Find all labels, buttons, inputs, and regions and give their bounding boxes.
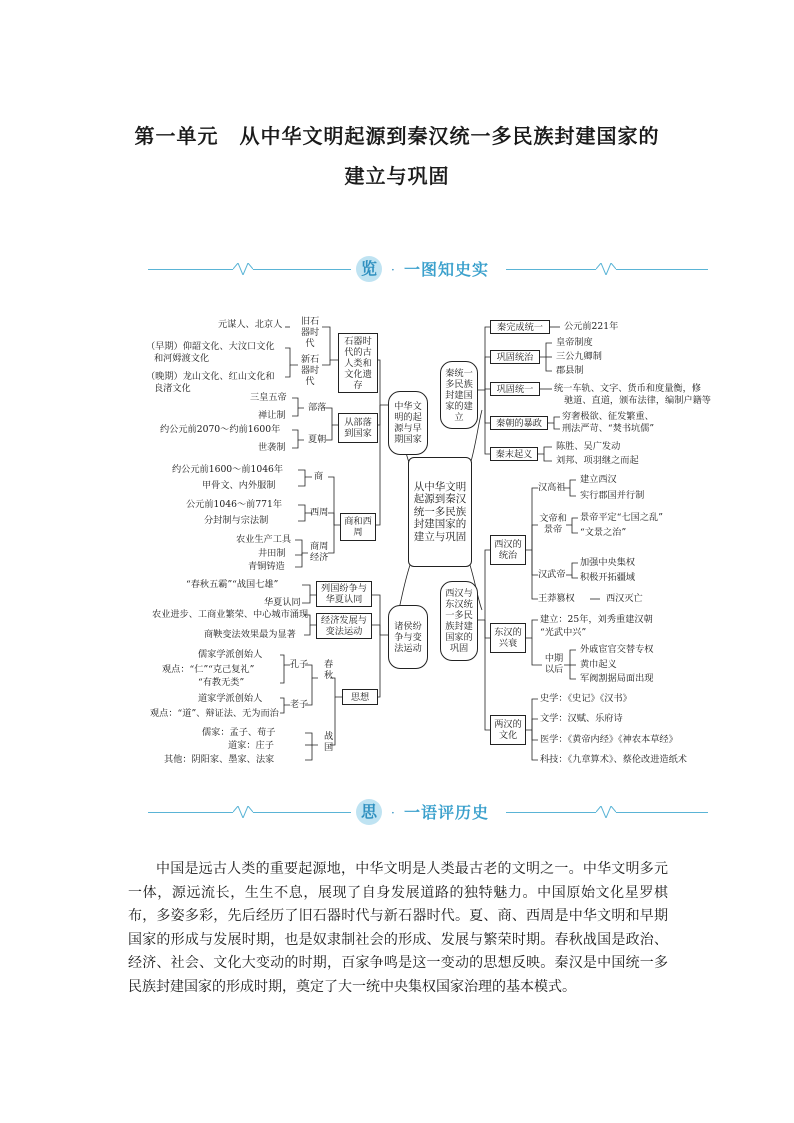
label-agri-commerce: 农业进步、工商业繁荣、中心城市涌现 [152,609,309,620]
label-late-culture-2: 良渚文化 [154,383,191,394]
label-western-zhou-date: 公元前1046～前771年 [186,499,283,510]
banner-dot: · [391,806,395,820]
node-division: 诸侯纷争与变法运动 [388,605,428,669]
label-tyranny-2: 刑法严苛、“焚书坑儒” [562,423,655,434]
label-daoist-founder: 道家学派创始人 [198,693,263,704]
page-title-line-1: 第一单元 从中华文明起源到秦汉统一多民族封建国家的 [134,124,660,148]
label-three-ducal: 三公九卿制 [556,351,602,362]
label-late-culture-1: （晚期）龙山文化、红山文化和 [146,371,275,382]
node-tribe-to-state: 从部落到国家 [338,413,378,443]
node-shang-zhou: 商和西周 [340,513,376,541]
label-wang-mang: 王莽篡权 [538,593,575,604]
label-prefecture-county: 郡县制 [556,365,584,376]
node-consolidate-unity: 巩固统一 [490,382,540,396]
label-shang-yang: 商鞅变法效果最为显著 [204,629,296,640]
label-wudi: 汉武帝 [538,569,566,580]
label-chen-sheng: 陈胜、吴广发动 [556,441,621,452]
label-other-schools: 其他：阴阳家、墨家、法家 [164,754,275,765]
node-qin-complete: 秦完成统一 [490,320,550,334]
overview-icon: 览 [356,256,382,282]
label-warring-states: 战国 [324,731,334,753]
label-yuanmou: 元谋人、北京人 [218,319,283,330]
label-wen-jing-rule: “文景之治” [580,527,627,538]
label-old-stone-age: 旧石器时代 [300,316,320,349]
node-han-culture: 两汉的文化 [490,715,526,745]
node-qin-uprising: 秦末起义 [490,447,538,461]
node-origin: 中华文明的起源与早期国家 [388,391,428,455]
label-western-han-end: 西汉灭亡 [606,593,643,604]
label-huaxia: 华夏认同 [264,597,301,608]
label-western-zhou: 西周 [310,507,329,518]
label-yellow-turban: 黄巾起义 [580,659,617,670]
label-jun-guo-system: 实行郡国并行制 [580,490,645,501]
label-historiography: 史学：《史记》《汉书》 [540,693,632,704]
label-found-western-han: 建立西汉 [580,474,617,485]
label-medicine: 医学：《黄帝内经》《神农本草经》 [540,734,678,745]
label-emperor-system: 皇帝制度 [556,337,593,348]
label-confucius-view-2: “有教无类” [198,677,245,688]
node-consolidate-rule: 巩固统治 [490,350,540,364]
page-title-line-2: 建立与巩固 [344,164,450,188]
label-new-stone-age: 新石器时代 [300,354,320,387]
node-qin-unify: 秦统一多民族封建国家的建立 [440,361,478,429]
summary-paragraph: 中国是远古人类的重要起源地，中华文明是人类最古老的文明之一。中华文明多元一体，源远流长，生生不息，展现了自身发展道路的独特魅力。中国原始文化星罗棋布，多姿多彩，先后经历了旧石器时代与新石器时代。夏、商、西周是中华文明和早期国家的形成与发展时期，也是奴隶制社会的形成、发展与繁荣时期。春秋战国是政治、经济、社会、文化大变动的时期，百家争鸣是这一变动的思想反映。秦汉是中国统一多民族封建国家的形成时期，奠定了大一统中央集权国家治理的基本模式。 [128,861,668,995]
node-western-han: 西汉的统治 [490,535,526,565]
label-laozi: 老子 [290,699,309,710]
label-three-sovereigns: 三皇五帝 [250,392,287,403]
banner-text-review: 一语评历史 [404,803,490,822]
label-unify-standards-2: 驰道、直道，颁布法律，编制户籍等 [564,395,711,406]
node-qin-tyranny: 秦朝的暴政 [490,416,548,430]
label-shang-date: 约公元前1600～前1046年 [172,464,284,475]
review-icon: 思 [356,799,382,825]
label-xia: 夏朝 [308,434,327,445]
label-gaozu: 汉高祖 [538,482,566,493]
label-mencius-xunzi: 儒家：孟子、荀子 [202,727,276,738]
label-spring-autumn-hegemons: “春秋五霸”“战国七雄” [186,579,279,590]
label-early-culture-1: （早期）仰韶文化、大汶口文化 [146,341,275,352]
label-confucian-founder: 儒家学派创始人 [198,649,263,660]
label-well-field: 井田制 [258,548,286,559]
label-literature: 文学：汉赋、乐府诗 [540,713,623,724]
label-tyranny-1: 穷奢极欲、征发繁重、 [562,411,654,422]
label-shang-zhou-economy: 商周经济 [310,541,329,563]
label-zhuangzi: 道家：庄子 [228,740,274,751]
label-seven-states: 景帝平定“七国之乱” [580,512,663,523]
label-xia-date: 约公元前2070～约前1600年 [160,424,281,435]
label-221bc: 公元前221年 [564,321,619,332]
label-tribe: 部落 [308,402,327,413]
node-stone-age: 石器时代的古人类和文化遗存 [338,333,378,393]
label-oracle-bone: 甲骨文、内外服制 [202,480,276,491]
label-bronze: 青铜铸造 [248,561,285,572]
label-liu-bang: 刘邦、项羽继之而起 [556,455,639,466]
node-eastern-han: 东汉的兴衰 [490,623,526,653]
node-thought: 思想 [342,689,378,705]
label-expand-territory: 积极开拓疆域 [580,572,636,583]
label-shang: 商 [314,471,324,482]
label-enfeoffment: 分封制与宗法制 [204,515,269,526]
label-unify-standards-1: 统一车轨、文字、货币和度量衡，修 [554,383,701,394]
label-science-tech: 科技：《九章算术》、蔡伦改进造纸术 [540,754,687,765]
label-laozi-view: 观点：“道”、辩证法、无为而治 [150,708,279,719]
label-confucius-view-1: 观点：“仁”“克己复礼” [162,664,255,675]
label-warlords: 军阀割据局面出现 [580,673,654,684]
label-mid-later: 中期以后 [544,653,564,675]
label-spring-autumn: 春秋 [324,659,334,681]
center-node: 从中华文明起源到秦汉统一多民族封建国家的建立与巩固 [408,457,472,567]
banner-text-overview: 一图知史实 [404,260,490,279]
label-confucius: 孔子 [290,659,309,670]
node-han-consolidate: 西汉与东汉统一多民族封建国家的巩固 [440,581,478,661]
node-states-rivalry: 列国纷争与华夏认同 [316,581,372,607]
label-found-eastern-han: 建立：25年，刘秀重建汉朝 [540,614,653,625]
label-farm-tools: 农业生产工具 [236,534,292,545]
mind-map [140,305,740,775]
label-hereditary: 世袭制 [258,442,286,453]
label-guangwu: “光武中兴” [540,627,587,638]
banner-dot: · [391,263,395,277]
section-banner-review [148,797,708,827]
label-early-culture-2: 和河姆渡文化 [154,353,210,364]
label-abdication: 禅让制 [258,410,286,421]
section-banner-overview [148,254,708,284]
label-centralize: 加强中央集权 [580,557,636,568]
node-economy-reform: 经济发展与变法运动 [316,613,372,639]
label-wen-jing: 文帝和景帝 [539,513,567,535]
label-consort-eunuch: 外戚宦官交替专权 [580,644,654,655]
